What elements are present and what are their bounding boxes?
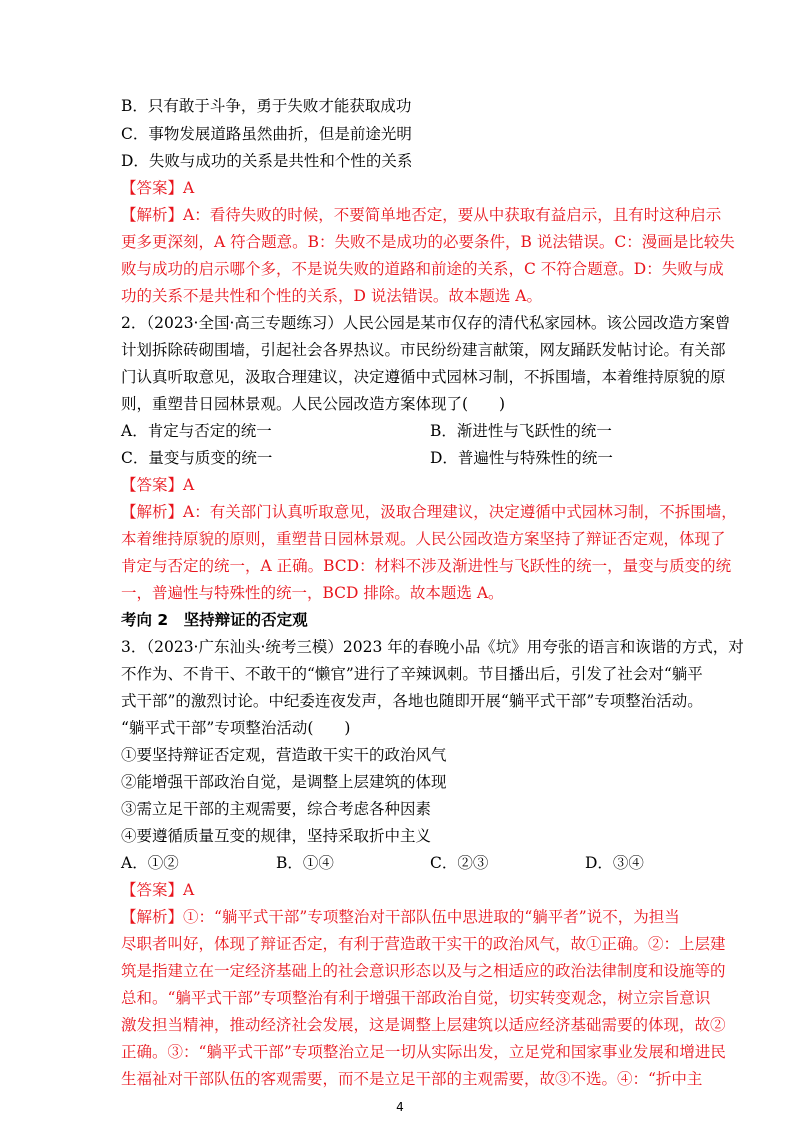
q1-option-c: C．事物发展道路虽然曲折，但是前途光明 [121, 125, 412, 143]
q2-option-b: B．渐进性与飞跃性的统一 [430, 422, 612, 440]
q2-explanation-line: 【解析】A：有关部门认真听取意见，汲取合理建议，决定遵循中式园林习制，不拆围墙， [121, 503, 737, 521]
q1-option-d: D．失败与成功的关系是共性和个性的关系 [121, 152, 413, 170]
page-number: 4 [396, 1100, 404, 1114]
q3-statement-3: ③需立足干部的主观需要，综合考虑各种因素 [121, 800, 432, 818]
q3-explanation-line: 【解析】①：“躺平式干部”专项整治对干部队伍中思进取的“躺平者”说不，为担当 [121, 908, 680, 926]
q3-option-a: A．①② [121, 854, 179, 872]
q1-explanation-line: 【解析】A：看待失败的时候，不要简单地否定，要从中获取有益启示，且有时这种启示 [121, 206, 722, 224]
q2-stem-line: 则，重塑昔日园林景观。人民公园改造方案体现了( ) [121, 395, 506, 413]
q3-explanation-line: 总和。“躺平式干部”专项整治有利于增强干部政治自觉，切实转变观念，树立宗旨意识 [121, 989, 711, 1007]
q3-statement-4: ④要遵循质量互变的规律，坚持采取折中主义 [121, 827, 432, 845]
q3-option-c: C．②③ [430, 854, 489, 872]
q3-explanation-line: 正确。③：“躺平式干部”专项整治立足一切从实际出发，立足党和国家事业发展和增进民 [121, 1043, 726, 1061]
q2-option-c: C．量变与质变的统一 [121, 449, 273, 467]
q2-explanation-line: 肯定与否定的统一，A 正确。BCD：材料不涉及渐进性与飞跃性的统一，量变与质变的统 [121, 557, 732, 575]
q3-explanation-line: 激发担当精神，推动经济社会发展，这是调整上层建筑以适应经济基础需要的体现，故② [121, 1016, 726, 1034]
section-heading: 考向 2 坚持辩证的否定观 [121, 611, 308, 629]
q2-answer: 【答案】A [121, 476, 195, 494]
q3-explanation-line: 尽职者叫好，体现了辩证否定，有利于营造敢干实干的政治风气，故①正确。②：上层建 [121, 935, 726, 953]
q3-explanation-line: 筑是指建立在一定经济基础上的社会意识形态以及与之相适应的政治法律制度和设施等的 [121, 962, 726, 980]
q1-explanation-line: 败与成功的启示哪个多，不是说失败的道路和前途的关系，C 不符合题意。D：失败与成 [121, 260, 724, 278]
q2-option-d: D．普遍性与特殊性的统一 [430, 449, 613, 467]
q2-explanation-line: 本着维持原貌的原则，重塑昔日园林景观。人民公园改造方案坚持了辩证否定观，体现了 [121, 530, 726, 548]
q2-stem-line: 门认真听取意见，汲取合理建议，决定遵循中式园林习制，不拆围墙，本着维持原貌的原 [121, 368, 726, 386]
q3-statement-2: ②能增强干部政治自觉，是调整上层建筑的体现 [121, 773, 447, 791]
q2-stem-line: 2．（2023·全国·高三专题练习）人民公园是某市仅存的清代私家园林。该公园改造方案曾 [121, 314, 731, 332]
q1-explanation-line: 功的关系不是共性和个性的关系，D 说法错误。故本题选 A。 [121, 287, 542, 305]
q3-option-b: B．①④ [276, 854, 334, 872]
q1-option-b: B．只有敢于斗争，勇于失败才能获取成功 [121, 97, 412, 115]
q3-stem-line: “躺平式干部”专项整治活动( ) [121, 719, 351, 737]
q3-option-d: D．③④ [585, 854, 644, 872]
q2-option-a: A．肯定与否定的统一 [121, 422, 272, 440]
q1-explanation-line: 更多更深刻，A 符合题意。B：失败不是成功的必要条件，B 说法错误。C：漫画是比较失 [121, 233, 735, 251]
q2-explanation-line: 一，普遍性与特殊性的统一，BCD 排除。故本题选 A。 [121, 584, 504, 602]
q3-statement-1: ①要坚持辩证否定观，营造敢干实干的政治风气 [121, 746, 447, 764]
q3-stem-line: 式干部”的激烈讨论。中纪委连夜发声，各地也随即开展“躺平式干部”专项整治活动。 [121, 692, 703, 710]
q3-answer: 【答案】A [121, 881, 195, 899]
q3-stem-line: 3．（2023·广东汕头·统考三模）2023 年的春晚小品《坑》用夸张的语言和诙谐的方式，对 [121, 638, 744, 656]
q3-explanation-line: 生福祉对干部队伍的客观需要，而不是立足干部的主观需要，故③不选。④：“折中主 [121, 1070, 703, 1088]
q3-stem-line: 不作为、不肯干、不敢干的“懒官”进行了辛辣讽刺。节目播出后，引发了社会对“躺平 [121, 665, 703, 683]
q2-stem-line: 计划拆除砖砌围墙，引起社会各界热议。市民纷纷建言献策，网友踊跃发帖讨论。有关部 [121, 341, 726, 359]
q1-answer: 【答案】A [121, 179, 195, 197]
